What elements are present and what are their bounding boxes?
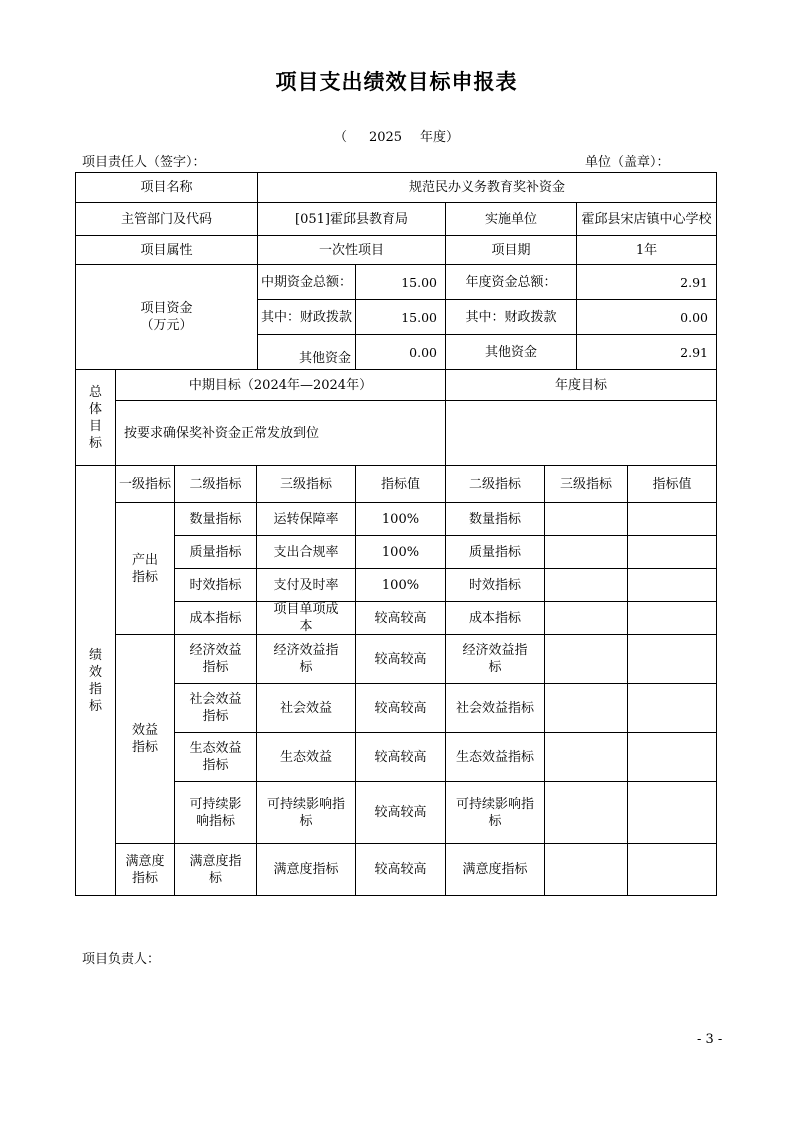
group-benefit: 效益指标	[115, 634, 175, 844]
row-l3: 项目单项成本	[256, 601, 356, 635]
row-l2: 数量指标	[174, 502, 257, 536]
impl-value: 霍邱县宋店镇中心学校	[576, 202, 717, 236]
row-value: 较高较高	[355, 843, 446, 896]
mid-total-label: 中期资金总额：	[257, 264, 356, 300]
project-lead-label: 项目负责人：	[82, 952, 161, 967]
row-y-l2: 成本指标	[445, 601, 545, 635]
row-value: 较高较高	[355, 732, 446, 782]
attr-value: 一次性项目	[257, 235, 446, 265]
performance-form-table	[75, 172, 717, 896]
row-value: 较高较高	[355, 683, 446, 733]
year-fiscal-label: 其中：财政拨款	[445, 299, 577, 335]
mid-goal-text: 按要求确保奖补资金正常发放到位	[115, 400, 446, 466]
row-y-l2: 经济效益指标	[445, 634, 545, 684]
dept-label: 主管部门及代码	[75, 202, 258, 236]
row-l2: 时效指标	[174, 568, 257, 602]
row-value: 100%	[355, 535, 446, 569]
header-year-value: 指标值	[627, 465, 717, 503]
row-value: 较高较高	[355, 634, 446, 684]
row-value: 100%	[355, 568, 446, 602]
year-value: 2025	[368, 130, 403, 145]
row-value: 较高较高	[355, 601, 446, 635]
row-y-l3	[544, 683, 628, 733]
funds-label: 项目资金 （万元）	[75, 264, 258, 370]
row-y-l3	[544, 732, 628, 782]
row-y-value	[627, 781, 717, 844]
page-number: - 3 -	[697, 1032, 723, 1047]
row-l2: 可持续影响指标	[174, 781, 257, 844]
row-y-l3	[544, 535, 628, 569]
impl-label: 实施单位	[445, 202, 577, 236]
mid-fiscal-label: 其中：财政拨款	[257, 299, 356, 335]
row-l3: 可持续影响指标	[256, 781, 356, 844]
row-y-l3	[544, 634, 628, 684]
group-satisfaction: 满意度指标	[115, 843, 175, 896]
responsible-sign-label: 项目责任人（签字）：	[82, 155, 206, 170]
unit-seal-label: 单位（盖章）：	[585, 155, 670, 170]
row-l3: 满意度指标	[256, 843, 356, 896]
page-title: 项目支出绩效目标申报表	[275, 70, 518, 94]
row-l2: 社会效益指标	[174, 683, 257, 733]
year-other-value: 2.91	[576, 334, 717, 370]
project-name-value: 规范民办义务教育奖补资金	[257, 172, 717, 203]
perf-label: 绩效指标	[75, 465, 116, 896]
row-y-l2: 生态效益指标	[445, 732, 545, 782]
dept-value: [051]霍邱县教育局	[257, 202, 446, 236]
row-l3: 经济效益指标	[256, 634, 356, 684]
row-l2: 经济效益指标	[174, 634, 257, 684]
row-y-l3	[544, 843, 628, 896]
header-year-level3: 三级指标	[544, 465, 628, 503]
mid-other-value: 0.00	[355, 334, 446, 370]
row-y-l2: 数量指标	[445, 502, 545, 536]
row-y-l2: 时效指标	[445, 568, 545, 602]
header-level3: 三级指标	[256, 465, 356, 503]
row-value: 较高较高	[355, 781, 446, 844]
row-y-l3	[544, 601, 628, 635]
row-y-value	[627, 732, 717, 782]
row-y-value	[627, 601, 717, 635]
attr-label: 项目属性	[75, 235, 258, 265]
row-y-l3	[544, 502, 628, 536]
goals-label: 总体目标	[75, 369, 116, 466]
year-fiscal-value: 0.00	[576, 299, 717, 335]
year-total-value: 2.91	[576, 264, 717, 300]
row-l3: 支付及时率	[256, 568, 356, 602]
row-y-l2: 满意度指标	[445, 843, 545, 896]
row-y-l2: 可持续影响指标	[445, 781, 545, 844]
row-y-l2: 质量指标	[445, 535, 545, 569]
row-l3: 社会效益	[256, 683, 356, 733]
header-value: 指标值	[355, 465, 446, 503]
row-value: 100%	[355, 502, 446, 536]
header-level1: 一级指标	[115, 465, 175, 503]
row-l2: 质量指标	[174, 535, 257, 569]
year-open: （	[333, 130, 347, 145]
year-other-label: 其他资金	[445, 334, 577, 370]
row-y-l3	[544, 781, 628, 844]
header-year-level2: 二级指标	[445, 465, 545, 503]
mid-goal-header: 中期目标（2024年—2024年）	[115, 369, 446, 401]
header-level2: 二级指标	[174, 465, 257, 503]
row-l2: 生态效益指标	[174, 732, 257, 782]
year-line	[0, 126, 793, 145]
mid-other-label: 其他资金	[257, 334, 356, 370]
row-y-value	[627, 568, 717, 602]
row-y-value	[627, 502, 717, 536]
row-y-l2: 社会效益指标	[445, 683, 545, 733]
year-total-label: 年度资金总额：	[445, 264, 577, 300]
year-goal-text	[445, 400, 717, 466]
group-output: 产出指标	[115, 502, 175, 635]
row-y-value	[627, 535, 717, 569]
period-value: 1年	[576, 235, 717, 265]
row-y-l3	[544, 568, 628, 602]
mid-total-value: 15.00	[355, 264, 446, 300]
row-l3: 支出合规率	[256, 535, 356, 569]
period-label: 项目期	[445, 235, 577, 265]
row-y-value	[627, 683, 717, 733]
row-l2: 成本指标	[174, 601, 257, 635]
year-goal-header: 年度目标	[445, 369, 717, 401]
row-l3: 生态效益	[256, 732, 356, 782]
mid-fiscal-value: 15.00	[355, 299, 446, 335]
project-name-label: 项目名称	[75, 172, 258, 203]
year-suffix: 年度）	[420, 130, 460, 145]
row-l3: 运转保障率	[256, 502, 356, 536]
row-y-value	[627, 634, 717, 684]
row-l2: 满意度指标	[174, 843, 257, 896]
row-y-value	[627, 843, 717, 896]
